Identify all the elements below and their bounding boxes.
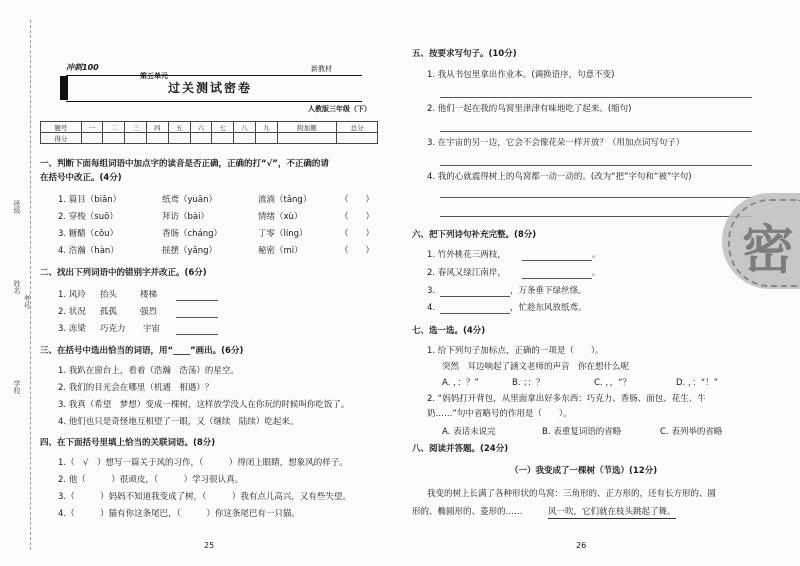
q1-item: 秘密（mì） bbox=[258, 246, 303, 256]
score-cell: 题号 bbox=[41, 122, 82, 133]
q1-item: 情绪（xù） bbox=[258, 212, 303, 222]
q7-option[interactable]: A. 表话未说完 bbox=[442, 427, 496, 437]
q4-item: 1.（ √ ）想写一篇关于风的习作，（ ）得闭上眼睛，想象风的样子。 bbox=[58, 458, 348, 468]
q1-answer-box[interactable]: （ ） bbox=[340, 246, 375, 256]
q1-item: 流淌（tǎng） bbox=[258, 195, 312, 205]
q7-question: 1. 给下列句子加标点，正确的一项是（ ）。 bbox=[427, 346, 604, 356]
side-label-school: 学校 bbox=[13, 380, 21, 394]
q7-option[interactable]: C. 表列举的省略 bbox=[660, 427, 723, 437]
score-cell: 三 bbox=[125, 122, 147, 133]
side-label-exam-no: 考号 bbox=[23, 295, 31, 309]
stamp-character: 密 bbox=[742, 220, 795, 281]
header-black-bar bbox=[60, 76, 68, 100]
q6-answer-line[interactable] bbox=[522, 260, 592, 261]
edition-label: 新教材 bbox=[311, 65, 332, 73]
brand-label: 冲刺100 bbox=[66, 63, 99, 72]
q5-answer-line[interactable] bbox=[440, 131, 752, 132]
q6-item-end: 。 bbox=[592, 250, 601, 260]
q7-question-cont: 奶……”句中省略号的作用是（ ）。 bbox=[427, 409, 572, 419]
q1-answer-box[interactable]: （ ） bbox=[340, 229, 375, 239]
q6-answer-line[interactable] bbox=[522, 278, 592, 279]
score-input[interactable] bbox=[147, 133, 169, 144]
q5-item: 3. 在宇宙的另一边，它会不会像花朵一样开放？（用加点词写句子） bbox=[427, 138, 685, 148]
q2-item: 3. 冻梁 bbox=[58, 324, 86, 334]
q2-item: 1. 风玲 bbox=[58, 290, 86, 300]
q7-option[interactable]: B. 表重复词语的省略 bbox=[542, 427, 622, 437]
q2-answer-line[interactable] bbox=[176, 300, 218, 301]
q7-sentence: 突然 耳边响起了涵文老师的声音 你在想什么呢 bbox=[442, 362, 630, 372]
q4-title: 四、在下面括号里填上恰当的关联词语。(8分) bbox=[40, 438, 216, 448]
q7-option[interactable]: B. ；：？ bbox=[512, 378, 545, 388]
q8-title: 八、阅读并答题。(24分) bbox=[412, 444, 509, 454]
q3-item: 3. 我真（希望 梦想）变成一棵树，这样放学没人在你玩的时候叫你吃饭了。 bbox=[58, 400, 350, 410]
score-cell: 总分 bbox=[337, 122, 378, 133]
q7-title: 七、选一选。(4分) bbox=[412, 326, 486, 336]
binding-line bbox=[30, 20, 31, 550]
header-rule bbox=[66, 75, 362, 76]
q2-title: 二、找出下列词语中的错别字并改正。(6分) bbox=[40, 268, 207, 278]
q3-item: 2. 我们的目光会在哪里（机遇 相遇）？ bbox=[58, 383, 214, 393]
score-input[interactable] bbox=[234, 133, 256, 144]
score-cell: 九 bbox=[255, 122, 277, 133]
score-table-header-row bbox=[41, 122, 378, 133]
q7-option[interactable]: A. ，：？” bbox=[442, 378, 479, 388]
q6-item-end: ，万条垂下绿丝绦。 bbox=[510, 286, 587, 296]
score-input[interactable] bbox=[190, 133, 212, 144]
score-input[interactable] bbox=[81, 133, 103, 144]
side-label-class: 班级 bbox=[13, 200, 21, 214]
q6-answer-line[interactable] bbox=[440, 313, 510, 314]
score-cell: 二 bbox=[103, 122, 125, 133]
score-input[interactable] bbox=[255, 133, 277, 144]
passage-underlined-sentence: 风一吹，它们就在枝头跳起了舞。 bbox=[548, 507, 676, 517]
side-label-name: 姓名 bbox=[13, 280, 21, 294]
q1-title-cont: 在括号中改正。(4分) bbox=[40, 173, 122, 183]
passage-line: 形的、椭圆形的、菱形的…… bbox=[412, 507, 523, 517]
score-table bbox=[40, 121, 378, 144]
q4-item: 2. 他（ ）很顽皮，（ ）学习很认真。 bbox=[58, 475, 244, 485]
q2-item: 宇宙 bbox=[143, 324, 161, 334]
page-number: 26 bbox=[576, 541, 587, 550]
q1-answer-box[interactable]: （ ） bbox=[340, 195, 375, 205]
page-title: 过关测试密卷 bbox=[168, 81, 253, 95]
unit-label: 第五单元 bbox=[140, 72, 168, 80]
page-number: 25 bbox=[204, 541, 215, 550]
q7-option[interactable]: C. ，，“？ bbox=[594, 378, 631, 388]
score-cell: 八 bbox=[234, 122, 256, 133]
q2-item: 巧克力 bbox=[100, 324, 126, 334]
q5-answer-line[interactable] bbox=[440, 97, 752, 98]
q7-option[interactable]: D. ，：“！” bbox=[676, 378, 719, 388]
q5-title: 五、按要求写句子。(10分) bbox=[412, 49, 517, 59]
score-cell: 附加题 bbox=[277, 122, 337, 133]
q1-answer-box[interactable]: （ ） bbox=[340, 212, 375, 222]
score-cell: 六 bbox=[190, 122, 212, 133]
q6-title: 六、把下列诗句补充完整。(8分) bbox=[412, 230, 537, 240]
q1-item: 拜访（bài） bbox=[162, 212, 209, 222]
q4-item: 3.（ ）妈妈不知道我变成了树，（ ）我有点儿高兴，又有些失望。 bbox=[58, 492, 351, 502]
score-input[interactable] bbox=[212, 133, 234, 144]
q6-item: 2. 春风又绿江南岸， bbox=[427, 268, 506, 278]
q3-item: 1. 我趴在窗台上，看着（浩瀚 浩荡）的星空。 bbox=[58, 366, 239, 376]
q6-answer-line[interactable] bbox=[440, 296, 510, 297]
q5-item: 2. 他们一起在我的鸟窝里津津有味地吃了起来。(缩句) bbox=[427, 104, 632, 114]
q3-title: 三、在括号中选出恰当的词语，用“____”画出。(6分) bbox=[40, 346, 244, 356]
score-table-score-row bbox=[41, 133, 378, 144]
q6-item: 3. bbox=[427, 286, 436, 296]
q1-item: 纸鸢（yuān） bbox=[162, 195, 218, 205]
q4-item: 4.（ ）猫有你这条尾巴，（ ）你这条尾巴有一只猫。 bbox=[58, 509, 300, 519]
q5-item: 1. 我从书包里拿出作业本。(调换语序，句意不变) bbox=[427, 70, 615, 80]
q5-answer-line[interactable] bbox=[440, 197, 752, 198]
score-input[interactable] bbox=[103, 133, 125, 144]
score-input[interactable] bbox=[168, 133, 190, 144]
q2-answer-line[interactable] bbox=[176, 334, 218, 335]
q2-item: 孤孤 bbox=[100, 307, 118, 317]
q1-item: 香肠（cháng） bbox=[162, 229, 223, 239]
q1-item: 1. 篇目（biān） bbox=[58, 195, 122, 205]
q5-item: 4. 我的心就震得树上的鸟窝都一动一动的。(改为“把”字句和“被”字句) bbox=[427, 172, 692, 182]
score-cell: 一 bbox=[81, 122, 103, 133]
header-rule-bottom bbox=[66, 101, 362, 102]
q1-title: 一、判断下面每组词语中加点字的读音是否正确，正确的打“√”，不正确的请 bbox=[40, 159, 329, 169]
passage-line: 我变的树上长满了各种形状的鸟窝：三角形的、正方形的，还有长方形的、圆 bbox=[427, 489, 717, 499]
score-cell: 七 bbox=[212, 122, 234, 133]
q6-item: 4. bbox=[427, 303, 436, 313]
q1-item: 4. 浩瀚（hàn） bbox=[58, 246, 119, 256]
q1-item: 丁零（líng） bbox=[258, 229, 308, 239]
q5-answer-line[interactable] bbox=[440, 216, 752, 217]
score-cell: 得分 bbox=[41, 133, 82, 144]
q1-item: 3. 糖醋（cōu） bbox=[58, 229, 119, 239]
q2-item: 强烈 bbox=[140, 307, 158, 317]
score-input[interactable] bbox=[337, 133, 378, 144]
grade-label: 人教版三年级（下） bbox=[308, 105, 371, 113]
score-input[interactable] bbox=[277, 133, 337, 144]
score-cell: 四 bbox=[147, 122, 169, 133]
q6-item-end: 。 bbox=[592, 268, 601, 278]
q2-answer-line[interactable] bbox=[176, 317, 218, 318]
q7-question: 2. “妈妈打开背包，从里面拿出好多东西：巧克力、香肠、面包、花生、牛 bbox=[427, 394, 706, 404]
q3-item: 4. 他们也只是奇怪地互相望了一眼，又（继续 陆续）吃起来。 bbox=[58, 417, 299, 427]
q2-item: 2. 状况 bbox=[58, 307, 86, 317]
q6-item: 1. 竹外桃花三两枝， bbox=[427, 250, 506, 260]
right-page bbox=[400, 0, 800, 566]
q5-answer-line[interactable] bbox=[440, 165, 752, 166]
q2-item: 楼梯 bbox=[140, 290, 158, 300]
q8-subtitle: （一）我变成了一棵树（节选）(12分) bbox=[510, 466, 658, 476]
q1-item: 2. 穿梭（suō） bbox=[58, 212, 118, 222]
q6-item-end: ，忙趁东风放纸鸢。 bbox=[510, 303, 587, 313]
score-input[interactable] bbox=[125, 133, 147, 144]
score-cell: 五 bbox=[168, 122, 190, 133]
q1-item: 摇摆（yǎng） bbox=[162, 246, 218, 256]
q2-item: 抬头 bbox=[100, 290, 118, 300]
